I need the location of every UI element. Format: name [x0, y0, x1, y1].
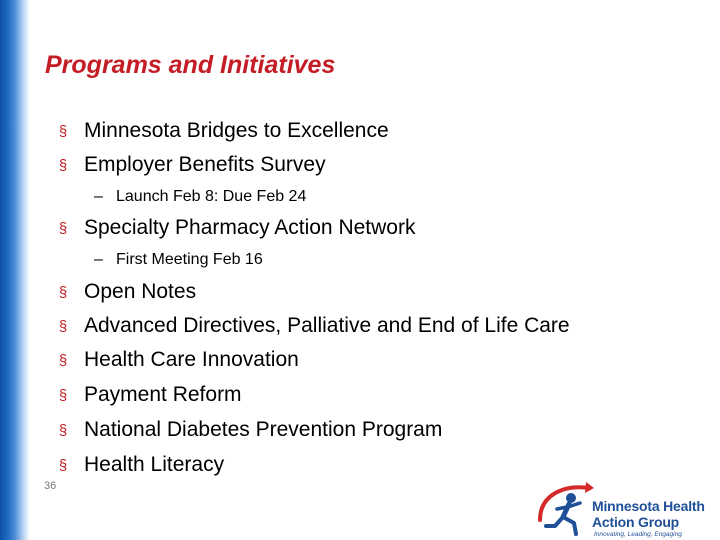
dash-marker-icon: –	[94, 188, 103, 205]
bullet-item	[58, 280, 197, 304]
slide-title: Programs and Initiatives	[45, 51, 336, 79]
dash-marker-icon: –	[94, 251, 103, 268]
bullet-item	[58, 119, 389, 143]
bullet-text: Health Care Innovation	[84, 348, 299, 371]
bullet-item	[58, 314, 570, 338]
bullet-marker-icon: §	[58, 220, 68, 237]
bullet-text: Health Literacy	[84, 453, 225, 476]
bullet-text: National Diabetes Prevention Program	[84, 418, 443, 441]
sub-bullet-text: Launch Feb 8: Due Feb 24	[116, 188, 307, 205]
page-number: 36	[44, 480, 57, 492]
left-gradient-band	[0, 0, 30, 540]
sub-bullet-item	[94, 250, 263, 270]
bullet-text: Advanced Directives, Palliative and End of Life Care	[84, 314, 570, 337]
bullet-text: Minnesota Bridges to Excellence	[84, 119, 389, 142]
sub-bullet-text: First Meeting Feb 16	[116, 251, 263, 268]
bullet-marker-icon: §	[58, 318, 68, 335]
bullet-item	[58, 383, 242, 407]
bullet-item	[58, 216, 416, 240]
organization-logo	[536, 476, 720, 540]
bullet-item	[58, 418, 443, 442]
bullet-marker-icon: §	[58, 123, 68, 140]
bullet-item	[58, 153, 326, 177]
bullet-marker-icon: §	[58, 387, 68, 404]
bullet-marker-icon: §	[58, 157, 68, 174]
bullet-text: Employer Benefits Survey	[84, 153, 326, 176]
bullet-marker-icon: §	[58, 422, 68, 439]
runner-figure-icon	[536, 476, 596, 540]
bullet-text: Payment Reform	[84, 383, 242, 406]
bullet-marker-icon: §	[58, 284, 68, 301]
bullet-marker-icon: §	[58, 457, 68, 474]
sub-bullet-item	[94, 187, 307, 207]
logo-tagline: Innovating, Leading, Engaging	[594, 531, 682, 538]
bullet-text: Open Notes	[84, 280, 197, 303]
bullet-item	[58, 453, 225, 477]
bullet-text: Specialty Pharmacy Action Network	[84, 216, 416, 239]
logo-text-line2: Action Group	[592, 514, 680, 530]
bullet-item	[58, 348, 299, 372]
logo-text-line1: Minnesota Health	[592, 498, 705, 514]
bullet-marker-icon: §	[58, 352, 68, 369]
